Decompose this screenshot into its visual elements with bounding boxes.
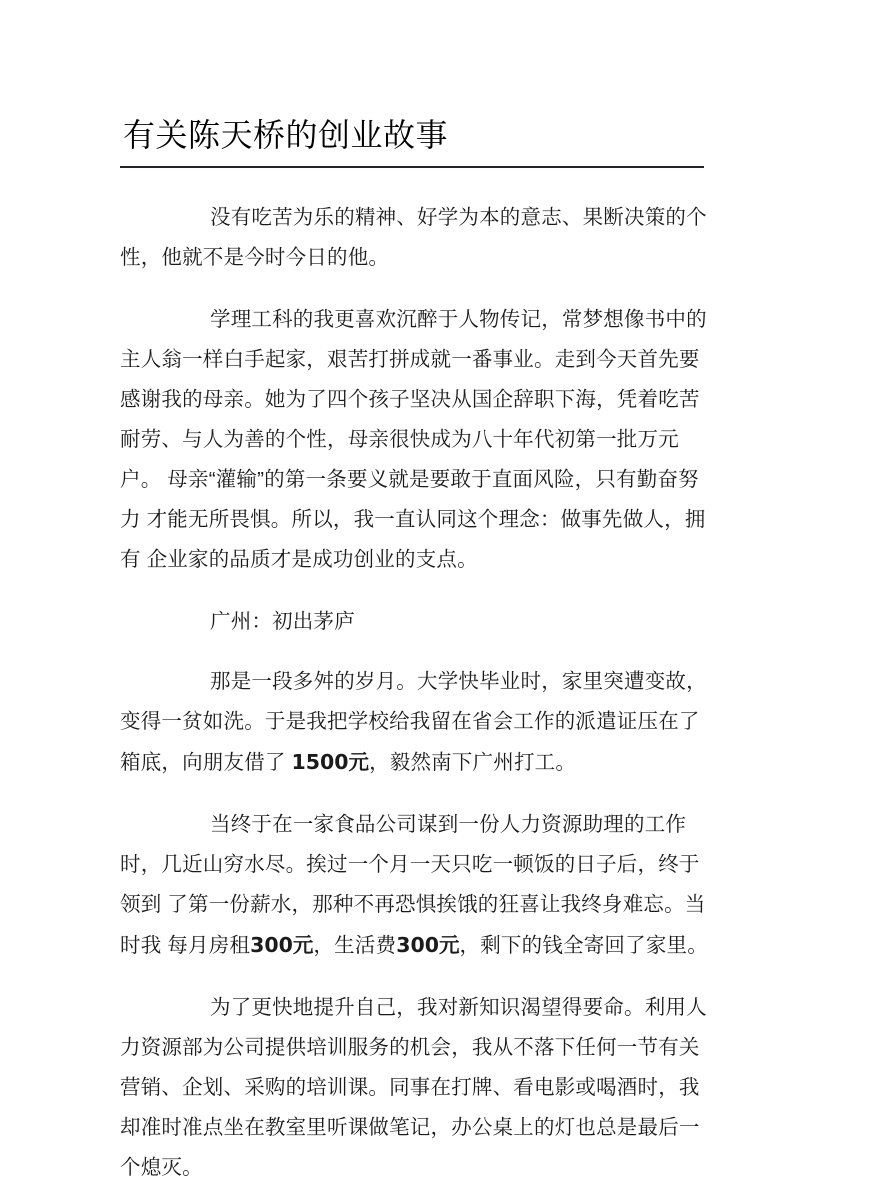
document-content: [120, 112, 720, 1188]
amount-value: 300元: [250, 933, 314, 957]
paragraph-mother: 学理工科的我更喜欢沉醉于人物传记，常梦想像书中的 主人翁一样白手起家，艰苦打拼成就一番事业。走到今天首先要 感谢我的母亲。她为了四个孩子坚决从国企辞职下海，凭着吃苦 耐劳、与人为善的个性，母亲很快成为八十年代初第一批万元户。 母亲“灌输”的第一条要义就是要敢于直面风险，只有勤奋努力 才能无所畏惧。所以，我一直认同这个理念：做事先做人，拥有 企业家的品质才是成功创业的支点。: [120, 308, 713, 571]
page-title: 有关陈天桥的创业故事: [123, 117, 449, 153]
text-run: ，毅然南下广州打工。: [369, 751, 577, 774]
text-run: ，生活费: [313, 934, 397, 957]
section-heading-guangzhou: 广州：初出茅庐: [210, 610, 355, 633]
amount-value: 1500元: [291, 750, 370, 774]
title-divider: [120, 166, 704, 168]
text-run: 那是一段多舛的岁月。大学快毕业时，家里突遭变故， 变得一贫如洗。于是我把学校给我留在省会工作的派遣证压在了 箱底，向朋友借了: [120, 670, 713, 774]
paragraph-first-salary: [120, 805, 712, 966]
document-body: [120, 198, 720, 1188]
text-run: 当终于在一家食品公司谋到一份人力资源助理的工作时，几近山穷水尽。挨过一个月一天只吃一顿饭的日子后，终于领到 了第一份薪水，那种不再恐惧挨饿的狂喜让我终身难忘。当时我 每月房租: [120, 813, 706, 957]
text-run: ，剩下的钱全寄回了家里。: [459, 934, 708, 957]
amount-value: 300元: [396, 933, 460, 957]
paragraph-intro: 没有吃苦为乐的精神、好学为本的意志、果断决策的个性，他就不是今时今日的他。: [120, 206, 707, 269]
paragraph-guangzhou-start: [120, 662, 712, 783]
paragraph-training: 为了更快地提升自己，我对新知识渴望得要命。利用人 力资源部为公司提供培训服务的机会，我从不落下任何一节有关 营销、企划、采购的培训课。同事在打牌、看电影或喝酒时，我 却准时准点坐在教室里听课做笔记，办公桌上的灯也总是最后一 个熄灭。: [120, 996, 713, 1179]
